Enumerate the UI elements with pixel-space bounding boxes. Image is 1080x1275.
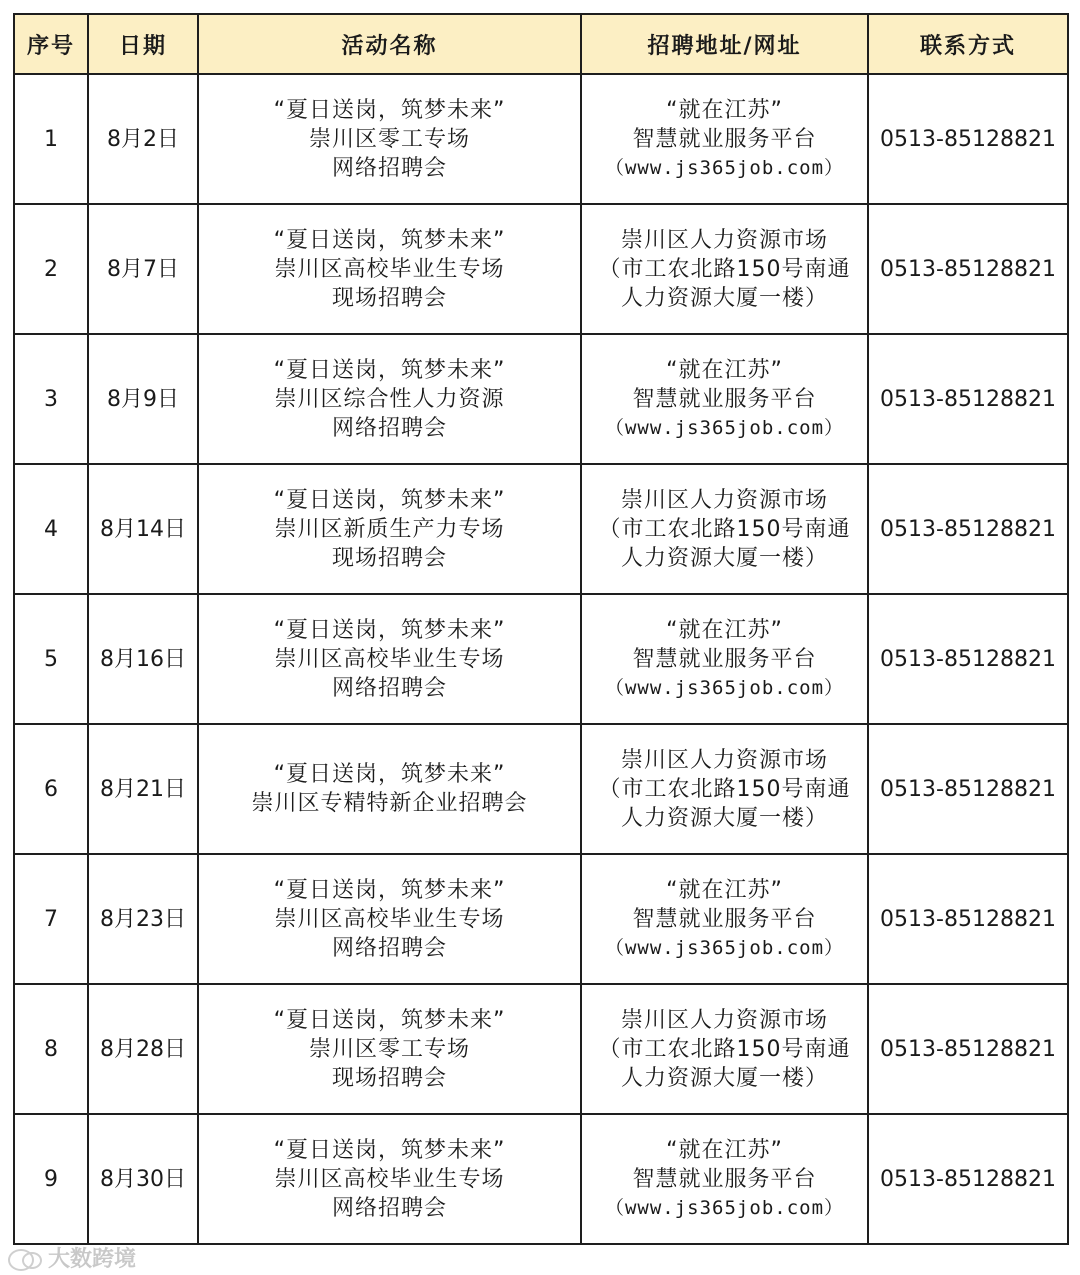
table-row: [14, 334, 1068, 464]
header-date: 日期: [88, 14, 198, 74]
address-line: “就在江苏”: [666, 97, 783, 123]
cell-name: [198, 594, 581, 724]
address-line: 崇川区人力资源市场: [620, 487, 828, 513]
address-line: 智慧就业服务平台: [632, 126, 817, 152]
address-line: “就在江苏”: [666, 617, 783, 643]
cell-name: [198, 464, 581, 594]
cell-address: [581, 594, 868, 724]
cell-name: [198, 854, 581, 984]
address-line: （www.js365job.com）: [604, 156, 845, 179]
cell-contact: 0513-85128821: [868, 464, 1068, 594]
table-row: [14, 1114, 1068, 1244]
cell-name: [198, 724, 581, 854]
cell-date: 8月7日: [88, 204, 198, 334]
name-line: “夏日送岗，筑梦未来”: [273, 762, 506, 787]
address-line: 智慧就业服务平台: [632, 386, 817, 412]
cell-no: 9: [14, 1114, 88, 1244]
name-line: 崇川区高校毕业生专场: [274, 256, 505, 282]
table-row: [14, 984, 1068, 1114]
header-no: 序号: [14, 14, 88, 74]
table-row: [14, 204, 1068, 334]
table-row: [14, 854, 1068, 984]
address-line: “就在江苏”: [666, 877, 783, 903]
job-fair-schedule-table: [13, 13, 1069, 1245]
address-line: 人力资源大厦一楼）: [620, 285, 828, 311]
cell-date: 8月16日: [88, 594, 198, 724]
name-line: 现场招聘会: [331, 285, 447, 311]
cell-no: 3: [14, 334, 88, 464]
cell-address: [581, 984, 868, 1114]
cell-address: [581, 74, 868, 204]
address-line: （市工农北路150号南通: [598, 256, 851, 282]
cell-address: [581, 854, 868, 984]
address-line: 崇川区人力资源市场: [620, 1007, 828, 1033]
table-row: [14, 724, 1068, 854]
address-line: “就在江苏”: [666, 357, 783, 383]
cell-date: 8月2日: [88, 74, 198, 204]
header-address: 招聘地址/网址: [581, 14, 868, 74]
header-contact: 联系方式: [868, 14, 1068, 74]
cell-no: 2: [14, 204, 88, 334]
name-line: 崇川区高校毕业生专场: [274, 1166, 505, 1192]
name-line: 网络招聘会: [331, 415, 447, 441]
address-line: （市工农北路150号南通: [598, 1036, 851, 1062]
watermark: [8, 1242, 136, 1273]
name-line: 网络招聘会: [331, 675, 447, 701]
cell-contact: 0513-85128821: [868, 334, 1068, 464]
cell-date: 8月28日: [88, 984, 198, 1114]
address-line: “就在江苏”: [666, 1137, 783, 1163]
address-line: （www.js365job.com）: [604, 1196, 845, 1219]
name-line: 现场招聘会: [331, 1065, 447, 1091]
address-line: 智慧就业服务平台: [632, 906, 817, 932]
address-line: 智慧就业服务平台: [632, 1166, 817, 1192]
table-body: [14, 74, 1068, 1244]
cell-address: [581, 1114, 868, 1244]
address-line: 智慧就业服务平台: [632, 646, 817, 672]
name-line: 崇川区零工专场: [308, 126, 470, 152]
table-row: [14, 464, 1068, 594]
cell-date: 8月9日: [88, 334, 198, 464]
name-line: 崇川区综合性人力资源: [274, 386, 505, 412]
header-row: [14, 14, 1068, 74]
name-line: 网络招聘会: [331, 935, 447, 961]
name-line: 网络招聘会: [331, 155, 447, 181]
address-line: （www.js365job.com）: [604, 676, 845, 699]
cell-contact: 0513-85128821: [868, 984, 1068, 1114]
cell-name: [198, 204, 581, 334]
address-line: （市工农北路150号南通: [598, 516, 851, 542]
cell-no: 5: [14, 594, 88, 724]
cell-no: 4: [14, 464, 88, 594]
name-line: “夏日送岗，筑梦未来”: [273, 617, 506, 643]
cell-contact: 0513-85128821: [868, 204, 1068, 334]
weibo-logo-icon: [8, 1247, 42, 1269]
cell-date: 8月30日: [88, 1114, 198, 1244]
cell-address: [581, 724, 868, 854]
name-line: 现场招聘会: [331, 545, 447, 571]
cell-address: [581, 464, 868, 594]
name-line: “夏日送岗，筑梦未来”: [273, 487, 506, 513]
address-line: 崇川区人力资源市场: [620, 227, 828, 253]
name-line: 崇川区专精特新企业招聘会: [251, 791, 528, 816]
address-line: （www.js365job.com）: [604, 416, 845, 439]
cell-date: 8月14日: [88, 464, 198, 594]
name-line: 崇川区高校毕业生专场: [274, 646, 505, 672]
address-line: 人力资源大厦一楼）: [620, 1065, 828, 1091]
name-line: 崇川区高校毕业生专场: [274, 906, 505, 932]
cell-contact: 0513-85128821: [868, 1114, 1068, 1244]
cell-contact: 0513-85128821: [868, 74, 1068, 204]
cell-no: 1: [14, 74, 88, 204]
header-name: 活动名称: [198, 14, 581, 74]
cell-no: 6: [14, 724, 88, 854]
name-line: “夏日送岗，筑梦未来”: [273, 97, 506, 123]
cell-contact: 0513-85128821: [868, 594, 1068, 724]
address-line: 崇川区人力资源市场: [620, 747, 828, 773]
cell-no: 7: [14, 854, 88, 984]
watermark-text: 大数跨境: [48, 1247, 137, 1272]
address-line: （www.js365job.com）: [604, 936, 845, 959]
table-row: [14, 74, 1068, 204]
address-line: 人力资源大厦一楼）: [620, 545, 828, 571]
cell-no: 8: [14, 984, 88, 1114]
name-line: “夏日送岗，筑梦未来”: [273, 1007, 506, 1033]
name-line: “夏日送岗，筑梦未来”: [273, 227, 506, 253]
cell-date: 8月23日: [88, 854, 198, 984]
name-line: “夏日送岗，筑梦未来”: [273, 1137, 506, 1163]
name-line: 崇川区新质生产力专场: [274, 516, 505, 542]
cell-name: [198, 984, 581, 1114]
name-line: “夏日送岗，筑梦未来”: [273, 357, 506, 383]
cell-contact: 0513-85128821: [868, 854, 1068, 984]
cell-date: 8月21日: [88, 724, 198, 854]
table-header: [14, 14, 1068, 74]
name-line: 崇川区零工专场: [308, 1036, 470, 1062]
cell-address: [581, 334, 868, 464]
address-line: 人力资源大厦一楼）: [620, 805, 828, 831]
table-row: [14, 594, 1068, 724]
cell-contact: 0513-85128821: [868, 724, 1068, 854]
cell-name: [198, 334, 581, 464]
name-line: “夏日送岗，筑梦未来”: [273, 877, 506, 903]
name-line: 网络招聘会: [331, 1195, 447, 1221]
cell-name: [198, 1114, 581, 1244]
address-line: （市工农北路150号南通: [598, 776, 851, 802]
cell-name: [198, 74, 581, 204]
cell-address: [581, 204, 868, 334]
